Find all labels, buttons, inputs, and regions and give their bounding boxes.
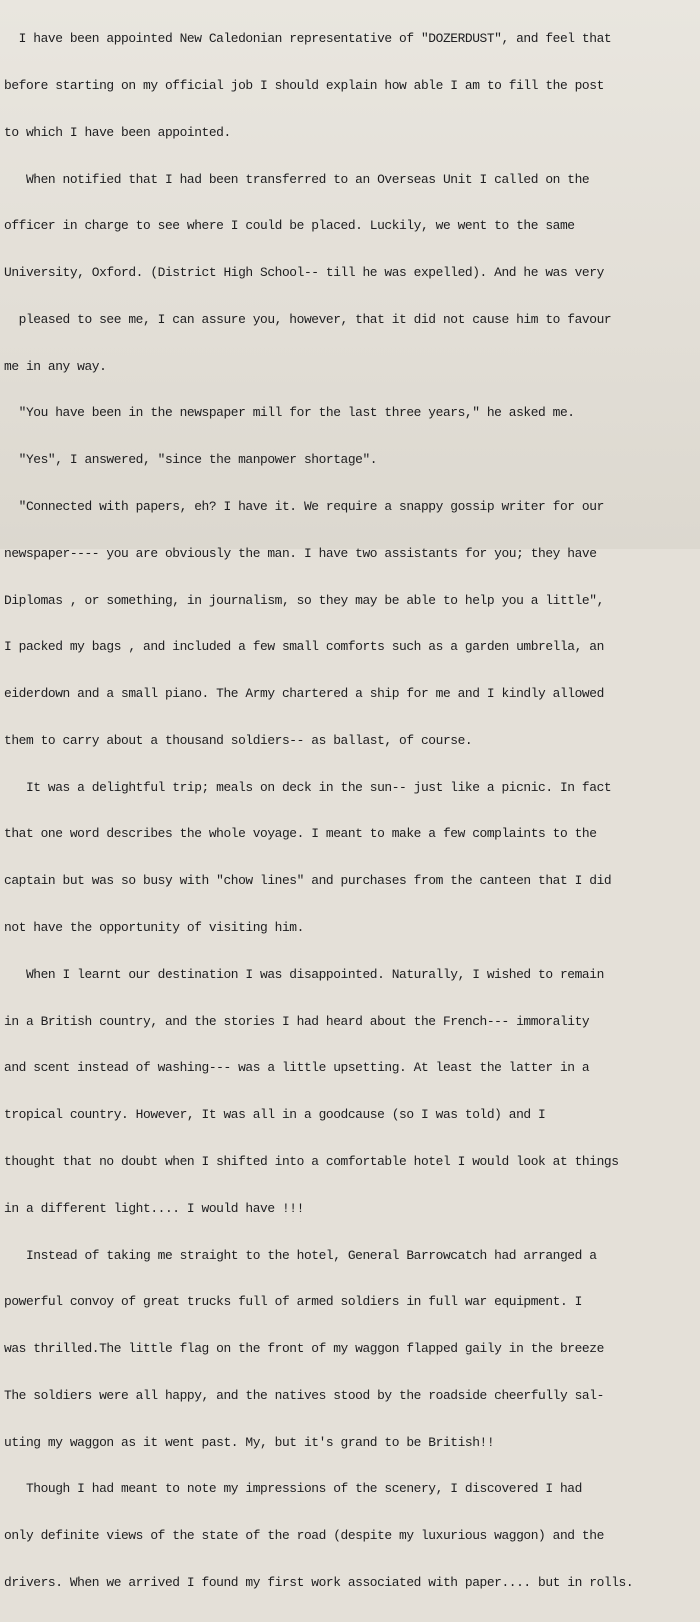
text-line: not have the opportunity of visiting him. bbox=[4, 920, 304, 936]
text-line: Though I had meant to note my impressions of the scenery, I discovered I had bbox=[4, 1481, 582, 1497]
text-line: and scent instead of washing--- was a little upsetting. At least the latter in a bbox=[4, 1060, 590, 1076]
text-line: I have been appointed New Caledonian representative of "DOZERDUST", and feel that bbox=[4, 31, 612, 47]
text-line: When notified that I had been transferred to an Overseas Unit I called on the bbox=[4, 171, 590, 187]
text-line: Diplomas , or something, in journalism, so they may be able to help you a little", bbox=[4, 592, 604, 608]
text-line: powerful convoy of great trucks full of armed soldiers in full war equipment. I bbox=[4, 1294, 582, 1310]
text-line: University, Oxford. (District High School-- till he was expelled). And he was very bbox=[4, 265, 604, 281]
text-line: Instead of taking me straight to the hotel, General Barrowcatch had arranged a bbox=[4, 1247, 597, 1263]
text-line: in a British country, and the stories I had heard about the French--- immorality bbox=[4, 1013, 590, 1029]
text-line: It was a delightful trip; meals on deck in the sun-- just like a picnic. In fact bbox=[4, 779, 612, 795]
text-line: The soldiers were all happy, and the natives stood by the roadside cheerfully sal- bbox=[4, 1387, 604, 1403]
text-line: in a different light.... I would have !!! bbox=[4, 1200, 304, 1216]
text-line: to which I have been appointed. bbox=[4, 124, 231, 140]
typewritten-article bbox=[4, 0, 700, 1622]
text-line: "Connected with papers, eh? I have it. We require a snappy gossip writer for our bbox=[4, 499, 604, 514]
text-line: pleased to see me, I can assure you, however, that it did not cause him to favour bbox=[4, 311, 612, 327]
text-line: tropical country. However, It was all in a goodcause (so I was told) and I bbox=[4, 1107, 546, 1123]
text-line: "You have been in the newspaper mill for the last three years," he asked me. bbox=[4, 405, 575, 421]
text-line: them to carry about a thousand soldiers-- as ballast, of course. bbox=[4, 732, 473, 748]
text-line: that one word describes the whole voyage. I meant to make a few complaints to the bbox=[4, 826, 597, 842]
text-line: "Yes", I answered, "since the manpower shortage". bbox=[4, 452, 378, 468]
text-line: was thrilled.The little flag on the front of my waggon flapped gaily in the breeze bbox=[4, 1341, 604, 1357]
text-line: before starting on my official job I should explain how able I am to fill the post bbox=[4, 77, 604, 93]
text-line: uting my waggon as it went past. My, but it's grand to be British!! bbox=[4, 1434, 495, 1450]
text-line: only definite views of the state of the road (despite my luxurious waggon) and the bbox=[4, 1528, 604, 1544]
text-line: captain but was so busy with "chow lines" and purchases from the canteen that I did bbox=[4, 873, 612, 889]
text-line: When I learnt our destination I was disappointed. Naturally, I wished to remain bbox=[4, 966, 604, 982]
text-line: eiderdown and a small piano. The Army chartered a ship for me and I kindly allowed bbox=[4, 686, 604, 702]
text-line: drivers. When we arrived I found my first work associated with paper.... but in rolls. bbox=[4, 1574, 634, 1590]
text-line: thought that no doubt when I shifted into a comfortable hotel I would look at things bbox=[4, 1153, 619, 1169]
text-line: me in any way. bbox=[4, 358, 107, 374]
text-line: newspaper---- you are obviously the man. I have two assistants for you; they have bbox=[4, 545, 597, 561]
text-line: officer in charge to see where I could be placed. Luckily, we went to the same bbox=[4, 218, 575, 234]
text-line: I packed my bags , and included a few small comforts such as a garden umbrella, an bbox=[4, 639, 604, 655]
